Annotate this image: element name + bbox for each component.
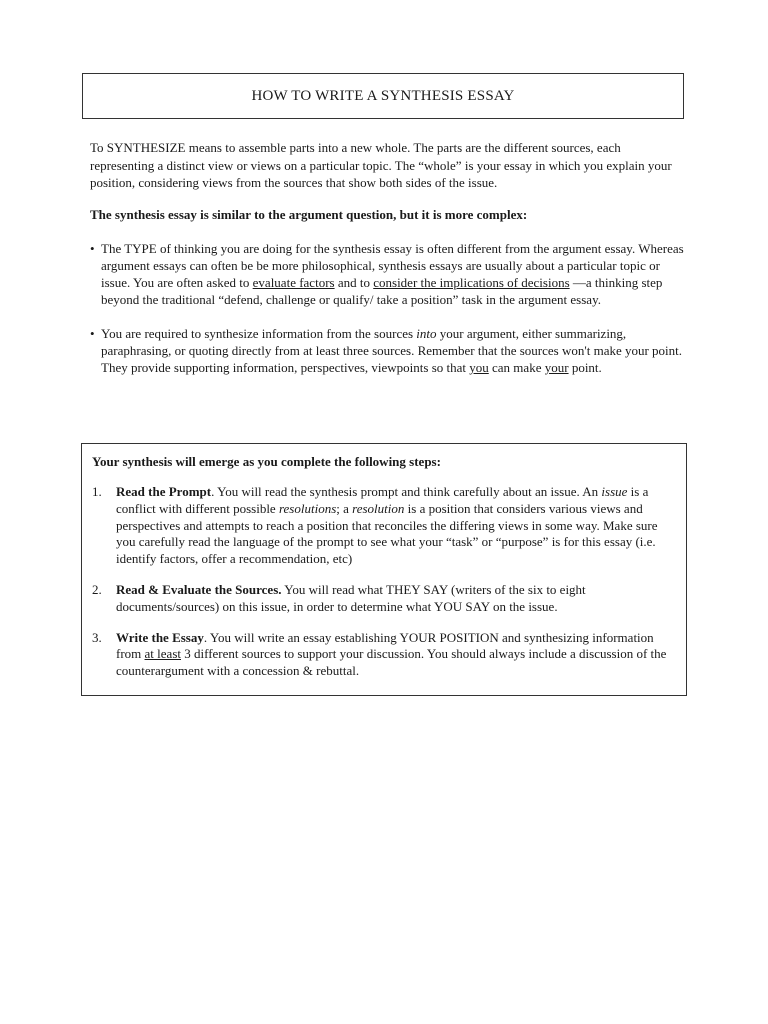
title-box [82, 73, 684, 119]
page-title: HOW TO WRITE A SYNTHESIS ESSAY [251, 87, 515, 104]
step3-text-2: 3 different sources to support your discussion. You should always include a discussion of the counterargument with a concession & rebuttal. [116, 646, 667, 679]
step1-italic-resolution: resolution [352, 500, 405, 516]
bullet2-text-4: point. [568, 360, 602, 375]
bullet-item-thinking-type [90, 240, 690, 308]
bullet1-underline-evaluate-factors: evaluate factors [252, 275, 335, 290]
intro-paragraph: To SYNTHESIZE means to assemble parts into a new whole. The parts are the different sources, each representing a distinct view or views on a particular topic. The “whole” is your essay in which you explain your position, considering views from the sources that show both sides of the issue. [90, 140, 672, 190]
bullet1-text-1: The TYPE of thinking you are doing for the synthesis essay is often different from the argument essay. Whereas argument essays can often be be more philosophical, synthesis essays are usually about a particular topic or issue. You are often asked to [101, 241, 684, 290]
bullet1-text-2: and to [334, 275, 374, 290]
step2-text-1: You will read what THEY SAY (writers of the six to eight documents/sources) on this issue, in order to determine what YOU SAY on the issue. [116, 581, 586, 614]
step1-text-4: is a position that considers various views and perspectives and attempts to reach a position that reconciles the differing views in some way. Make sure you carefully read the language of the prompt to see what your “task” or “purpose” is for this essay (i.e. identify factors, offer a recommendation, etc) [116, 500, 658, 567]
step1-text-2: is a conflict with different possible [116, 484, 649, 516]
step-item-evaluate-sources [92, 582, 676, 616]
bullet2-italic-into: into [416, 326, 437, 341]
bullet2-text-2: your argument, either summarizing, paraphrasing, or quoting directly from at least three sources. Remember that the sources won't make your point. They provide supporting information, perspectives, viewpoints so that [101, 326, 683, 375]
bullet1-text-3: —a thinking step beyond the traditional “defend, challenge or qualify/ take a position” task in the argument essay. [101, 275, 663, 307]
bullet2-underline-your: your [544, 360, 569, 375]
step1-italic-resolutions: resolutions [278, 500, 337, 516]
step1-italic-issue: issue [601, 484, 628, 499]
steps-heading: Your synthesis will emerge as you complete the following steps: [92, 454, 441, 469]
step1-title: Read the Prompt [116, 484, 212, 499]
section-subheading: The synthesis essay is similar to the argument question, but it is more complex: [90, 207, 528, 222]
step2-title: Read & Evaluate the Sources. [116, 581, 282, 597]
steps-list [92, 484, 676, 680]
step-number: 1. [92, 484, 102, 499]
bullet2-text-3: can make [488, 360, 545, 375]
step3-underline-at-least: at least [144, 646, 181, 662]
bullet-list [90, 240, 690, 376]
bullet1-underline-consider-implications: consider the implications of decisions [373, 275, 570, 290]
step-item-read-prompt [92, 484, 676, 568]
steps-box [81, 443, 687, 696]
step-number: 2. [92, 581, 102, 597]
step-number: 3. [92, 629, 102, 645]
bullet2-text-1: You are required to synthesize information from the sources [101, 326, 417, 341]
bullet2-underline-you: you [469, 360, 489, 375]
step1-text-3: ; a [336, 500, 353, 516]
step3-title: Write the Essay [116, 629, 204, 645]
step1-text-1: . You will read the synthesis prompt and think carefully about an issue. An [211, 484, 602, 499]
bullet-item-synthesize-sources [90, 325, 690, 376]
step3-text-1: . You will write an essay establishing YOUR POSITION and synthesizing information from [116, 629, 654, 662]
step-item-write-essay [92, 630, 676, 680]
